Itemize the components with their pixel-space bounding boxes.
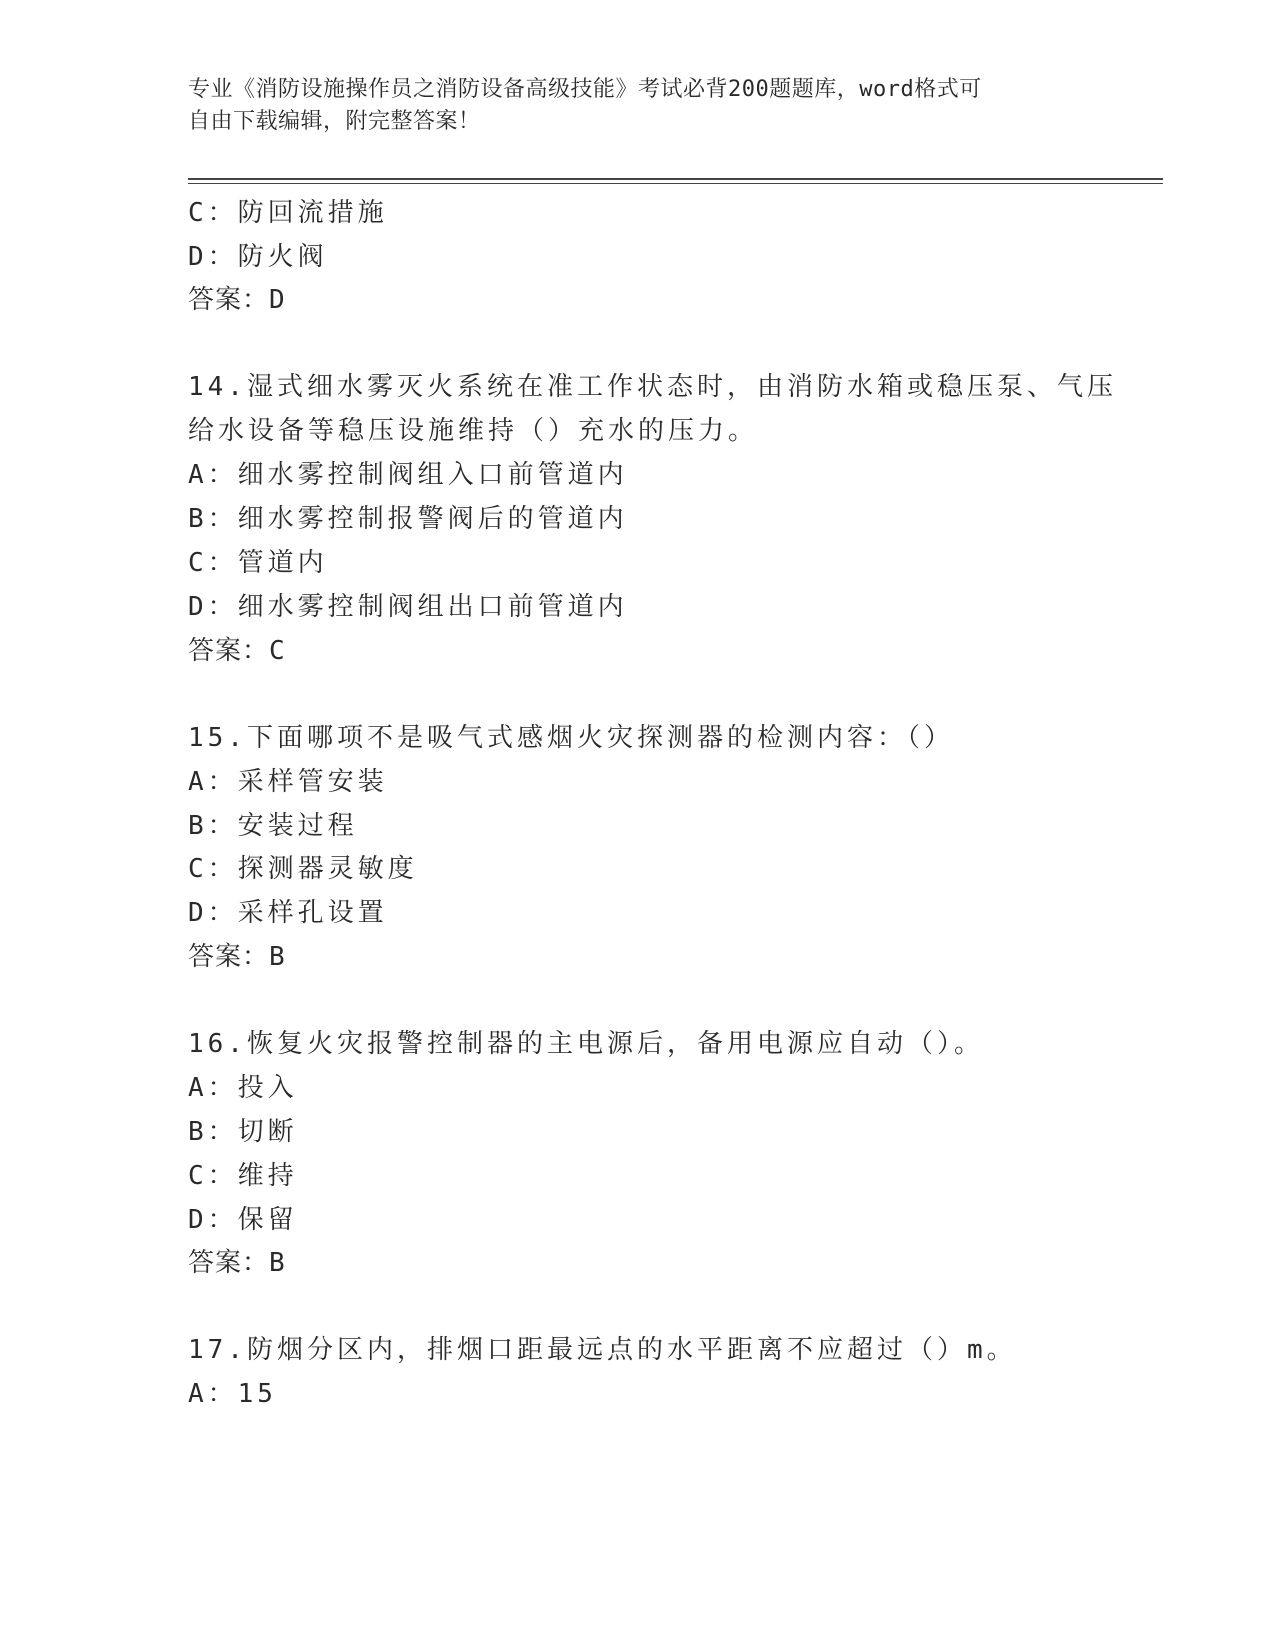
q14-option-d: D：细水雾控制阀组出口前管道内 xyxy=(188,592,628,622)
q16-option-a: A：投入 xyxy=(188,1073,298,1103)
q13-option-d: D：防火阀 xyxy=(188,242,328,272)
q14-option-c: C：管道内 xyxy=(188,548,328,578)
q13-option-c: C：防回流措施 xyxy=(188,198,388,228)
q14-stem-line-2: 给水设备等稳压设施维持（）充水的压力。 xyxy=(188,416,759,446)
q15-stem: 15.下面哪项不是吸气式感烟火灾探测器的检测内容：（） xyxy=(188,723,954,753)
q16-option-b: B：切断 xyxy=(188,1117,298,1147)
q16-stem: 16.恢复火灾报警控制器的主电源后，备用电源应自动（）。 xyxy=(188,1029,984,1059)
q14-stem-line-1: 14.湿式细水雾灭火系统在准工作状态时，由消防水箱或稳压泵、气压 xyxy=(188,372,1117,402)
q14-option-b: B：细水雾控制报警阀后的管道内 xyxy=(188,504,628,534)
q15-answer: 答案：B xyxy=(188,942,286,972)
q15-option-d: D：采样孔设置 xyxy=(188,898,388,928)
q17-option-a: A：15 xyxy=(188,1379,277,1409)
q17-stem: 17.防烟分区内，排烟口距最远点的水平距离不应超过（）m。 xyxy=(188,1335,1017,1365)
q16-option-c: C：维持 xyxy=(188,1161,298,1191)
q13-answer: 答案：D xyxy=(188,285,286,315)
q16-option-d: D：保留 xyxy=(188,1205,298,1235)
q15-option-a: A：采样管安装 xyxy=(188,767,388,797)
q14-option-a: A：细水雾控制阀组入口前管道内 xyxy=(188,460,628,490)
header-line-2: 自由下载编辑，附完整答案！ xyxy=(188,109,481,134)
q15-option-b: B：安装过程 xyxy=(188,811,358,841)
document-header xyxy=(188,74,1088,138)
q15-option-c: C：探测器灵敏度 xyxy=(188,854,418,884)
header-divider-thin xyxy=(188,183,1163,184)
q16-answer: 答案：B xyxy=(188,1248,286,1278)
header-line-1: 专业《消防设施操作员之消防设备高级技能》考试必背200题题库，word格式可 xyxy=(188,77,982,102)
header-divider-thick xyxy=(188,178,1163,180)
q14-answer: 答案：C xyxy=(188,636,286,666)
